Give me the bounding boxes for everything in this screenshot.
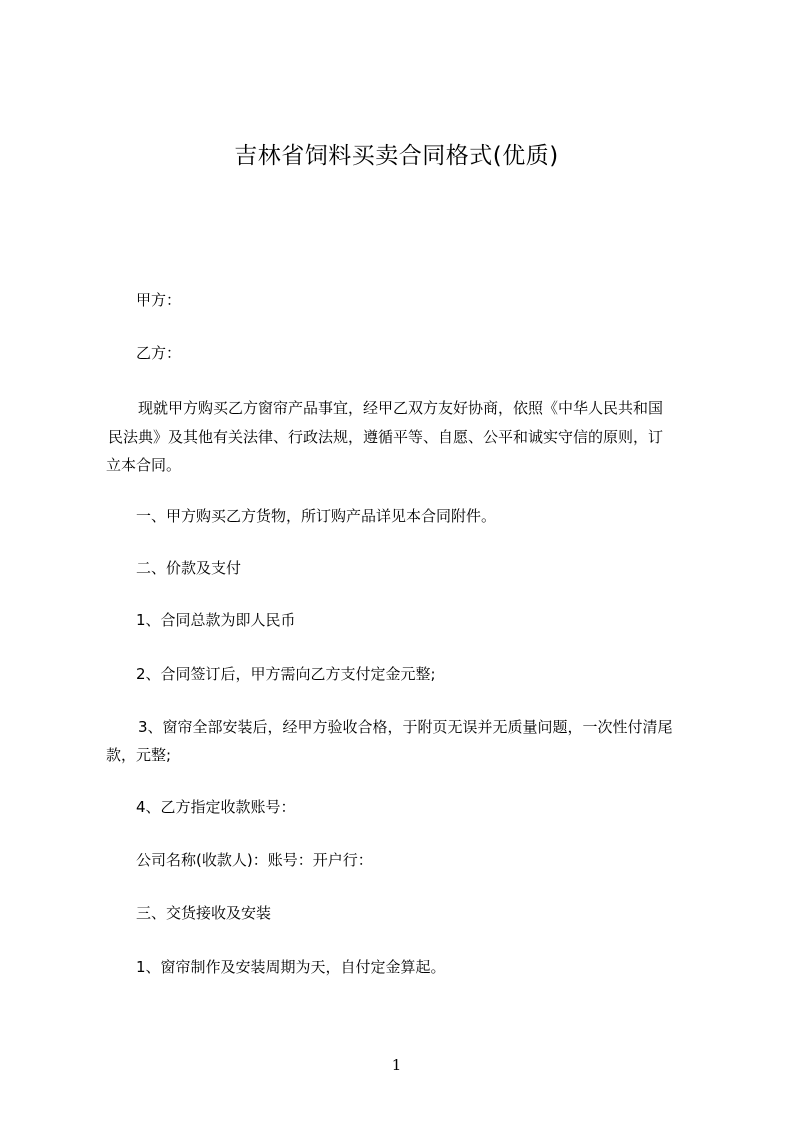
page-number: 1 [391,1056,402,1074]
party-a-label: 甲方： [136,291,182,309]
clause-2-item-3-line-2: 款，元整; [106,746,172,764]
clause-2-heading: 二、价款及支付 [136,559,242,577]
party-b-label: 乙方： [136,344,182,362]
intro-paragraph-line-3: 立本合同。 [106,456,182,474]
clause-2-item-2: 2、合同签订后，甲方需向乙方支付定金元整; [136,665,436,683]
clause-2-item-1: 1、合同总款为即人民币 [136,611,296,629]
document-title: 吉林省饲料买卖合同格式(优质) [234,143,559,169]
clause-2-item-3-line-1: 3、窗帘全部安装后，经甲方验收合格，于附页无误并无质量问题，一次性付清尾 [138,718,673,736]
clause-3-heading: 三、交货接收及安装 [136,904,272,922]
company-info: 公司名称(收款人)：账号：开户行： [136,851,373,869]
clause-2-item-4: 4、乙方指定收款账号： [136,798,296,816]
clause-1: 一、甲方购买乙方货物，所订购产品详见本合同附件。 [136,507,497,525]
intro-paragraph-line-2: 民法典》及其他有关法律、行政法规，遵循平等、自愿、公平和诚实守信的原则，订 [108,428,664,446]
clause-3-item-1: 1、窗帘制作及安装周期为天，自付定金算起。 [136,958,446,976]
intro-paragraph-line-1: 现就甲方购买乙方窗帘产品事宜，经甲乙双方友好协商，依照《中华人民共和国 [138,399,664,417]
